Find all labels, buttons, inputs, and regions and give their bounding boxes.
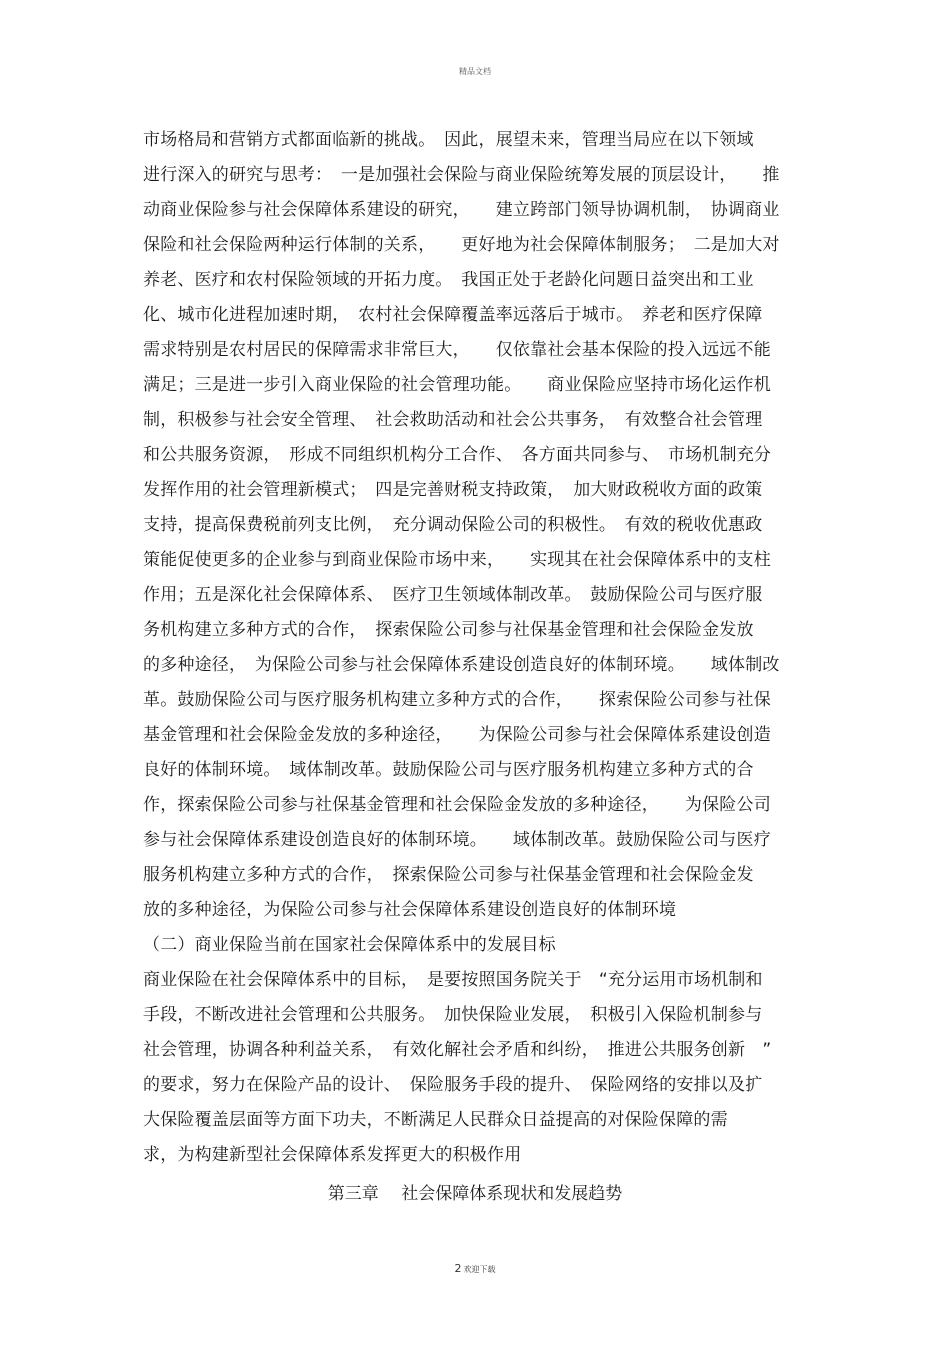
text-line: 大保险覆盖层面等方面下功夫，不断满足人民群众日益提高的对保险保障的需	[143, 1110, 728, 1130]
text-line: 市场格局和营销方式都面临新的挑战。 因此，展望未来，管理当局应在以下领域	[143, 130, 754, 150]
text-line: 的多种途径， 为保险公司参与社会保障体系建设创造良好的体制环境。 域体制改	[143, 655, 780, 675]
text-line: 手段，不断改进社会管理和公共服务。 加快保险业发展， 积极引入保险机制参与	[143, 1005, 763, 1025]
text-line: 社会管理，协调各种利益关系， 有效化解社会矛盾和纠纷， 推进公共服务创新 ”	[143, 1040, 772, 1060]
page-footer	[0, 1262, 950, 1275]
text-line: 商业保险在社会保障体系中的目标， 是要按照国务院关于 “充分运用市场机制和	[143, 970, 763, 990]
text-line: 需求特别是农村居民的保障需求非常巨大， 仅依靠社会基本保险的投入远远不能	[143, 340, 771, 360]
text-line: 策能促使更多的企业参与到商业保险市场中来， 实现其在社会保障体系中的支柱	[143, 550, 771, 570]
text-line: 求，为构建新型社会保障体系发挥更大的积极作用	[143, 1145, 522, 1165]
text-line: 革。鼓励保险公司与医疗服务机构建立多种方式的合作， 探索保险公司参与社保	[143, 690, 771, 710]
text-line: 制，积极参与社会安全管理、 社会救助活动和社会公共事务， 有效整合社会管理	[143, 410, 763, 430]
section-heading: （二）商业保险当前在国家社会保障体系中的发展目标	[143, 935, 556, 955]
text-line: 支持，提高保费税前列支比例， 充分调动保险公司的积极性。 有效的税收优惠政	[143, 515, 763, 535]
text-line: 务机构建立多种方式的合作， 探索保险公司参与社保基金管理和社会保险金发放	[143, 620, 754, 640]
text-line: 满足；三是进一步引入商业保险的社会管理功能。 商业保险应坚持市场化运作机	[143, 375, 771, 395]
text-line: 作，探索保险公司参与社保基金管理和社会保险金发放的多种途径， 为保险公司	[143, 795, 771, 815]
text-line: 服务机构建立多种方式的合作， 探索保险公司参与社保基金管理和社会保险金发	[143, 865, 754, 885]
text-line: 良好的体制环境。 域体制改革。鼓励保险公司与医疗服务机构建立多种方式的合	[143, 760, 754, 780]
page-header: 精品文档	[459, 67, 491, 76]
text-line: 和公共服务资源， 形成不同组织机构分工合作、 各方面共同参与、 市场机制充分	[143, 445, 772, 465]
chapter-title: 第三章 社会保障体系现状和发展趋势	[327, 1184, 623, 1204]
text-line: 发挥作用的社会管理新模式； 四是完善财税支持政策， 加大财政税收方面的政策	[143, 480, 763, 500]
text-line: 基金管理和社会保险金发放的多种途径， 为保险公司参与社会保障体系建设创造	[143, 725, 771, 745]
text-line: 进行深入的研究与思考： 一是加强社会保险与商业保险统筹发展的顶层设计， 推	[143, 165, 780, 185]
text-line: 参与社会保障体系建设创造良好的体制环境。 域体制改革。鼓励保险公司与医疗	[143, 830, 771, 850]
text-line: 保险和社会保险两种运行体制的关系， 更好地为社会保障体制服务； 二是加大对	[143, 235, 780, 255]
text-line: 作用；五是深化社会保障体系、 医疗卫生领域体制改革。 鼓励保险公司与医疗服	[143, 585, 763, 605]
text-line: 动商业保险参与社会保障体系建设的研究， 建立跨部门领导协调机制， 协调商业	[143, 200, 780, 220]
footer-text: 欢迎下载	[463, 1265, 496, 1274]
text-line: 化、城市化进程加速时期， 农村社会保障覆盖率远落后于城市。 养老和医疗保障	[143, 305, 763, 325]
text-line: 放的多种途径，为保险公司参与社会保障体系建设创造良好的体制环境	[143, 900, 677, 920]
text-line: 的要求，努力在保险产品的设计、 保险服务手段的提升、 保险网络的安排以及扩	[143, 1075, 763, 1095]
page-number: 2	[454, 1262, 462, 1275]
text-line: 养老、医疗和农村保险领域的开拓力度。 我国正处于老龄化问题日益突出和工业	[143, 270, 754, 290]
